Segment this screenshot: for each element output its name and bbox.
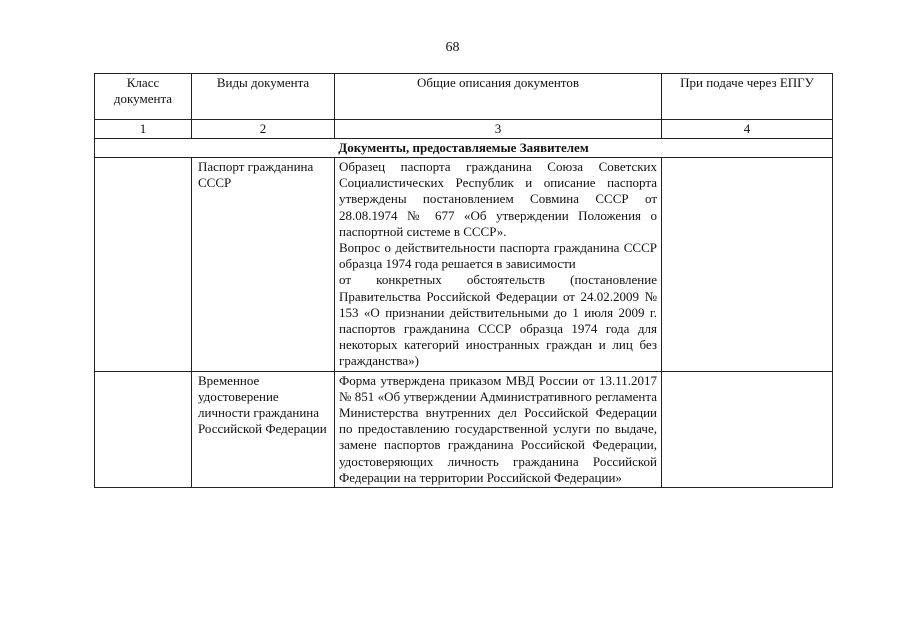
- header-description: Общие описания документов: [335, 74, 662, 120]
- description-paragraph: Вопрос о действительности паспорта гражданина СССР образца 1974 года решается в зависимости: [339, 240, 657, 272]
- header-epgu: При подаче через ЕПГУ: [662, 74, 833, 120]
- column-number: 4: [662, 120, 833, 139]
- column-number-row: [95, 120, 833, 139]
- cell-epgu: [662, 158, 833, 372]
- cell-class: [95, 158, 192, 372]
- documents-table: [94, 73, 833, 488]
- table-row: [95, 371, 833, 487]
- cell-epgu: [662, 371, 833, 487]
- table-header-row: [95, 74, 833, 120]
- cell-kind: Временное удостоверение личности гражданина Российской Федерации: [192, 371, 335, 487]
- header-class: Класс документа: [95, 74, 192, 120]
- cell-description: [335, 371, 662, 487]
- header-kind: Виды документа: [192, 74, 335, 120]
- cell-description: [335, 158, 662, 372]
- column-number: 2: [192, 120, 335, 139]
- section-title: Документы, предоставляемые Заявителем: [95, 139, 833, 158]
- table-row: [95, 158, 833, 372]
- section-row: [95, 139, 833, 158]
- description-paragraph: Образец паспорта гражданина Союза Советских Социалистических Республик и описание паспорта утверждены постановлением Совмина СССР от 28.08.1974 № 677 «Об утверждении Положения о паспортной системе в СССР».: [339, 159, 657, 239]
- column-number: 1: [95, 120, 192, 139]
- page-number: 68: [445, 40, 460, 55]
- cell-class: [95, 371, 192, 487]
- column-number: 3: [335, 120, 662, 139]
- description-paragraph: Форма утверждена приказом МВД России от 13.11.2017 № 851 «Об утверждении Административного регламента Министерства внутренних дел Российской Федерации по предоставлению государственной услуги по выдаче, замене паспортов гражданина Российской Федерации, удостоверяющих личность гражданина Российской Федерации на территории Российской Федерации»: [339, 372, 657, 485]
- cell-kind: Паспорт гражданина СССР: [192, 158, 335, 372]
- description-paragraph: от конкретных обстоятельств (постановление Правительства Российской Федерации от 24.02.2009 № 153 «О признании действительными до 1 июля 2009 г. паспортов гражданина СССР образца 1974 года для некоторых категорий иностранных граждан и лиц без гражданства»): [339, 272, 657, 369]
